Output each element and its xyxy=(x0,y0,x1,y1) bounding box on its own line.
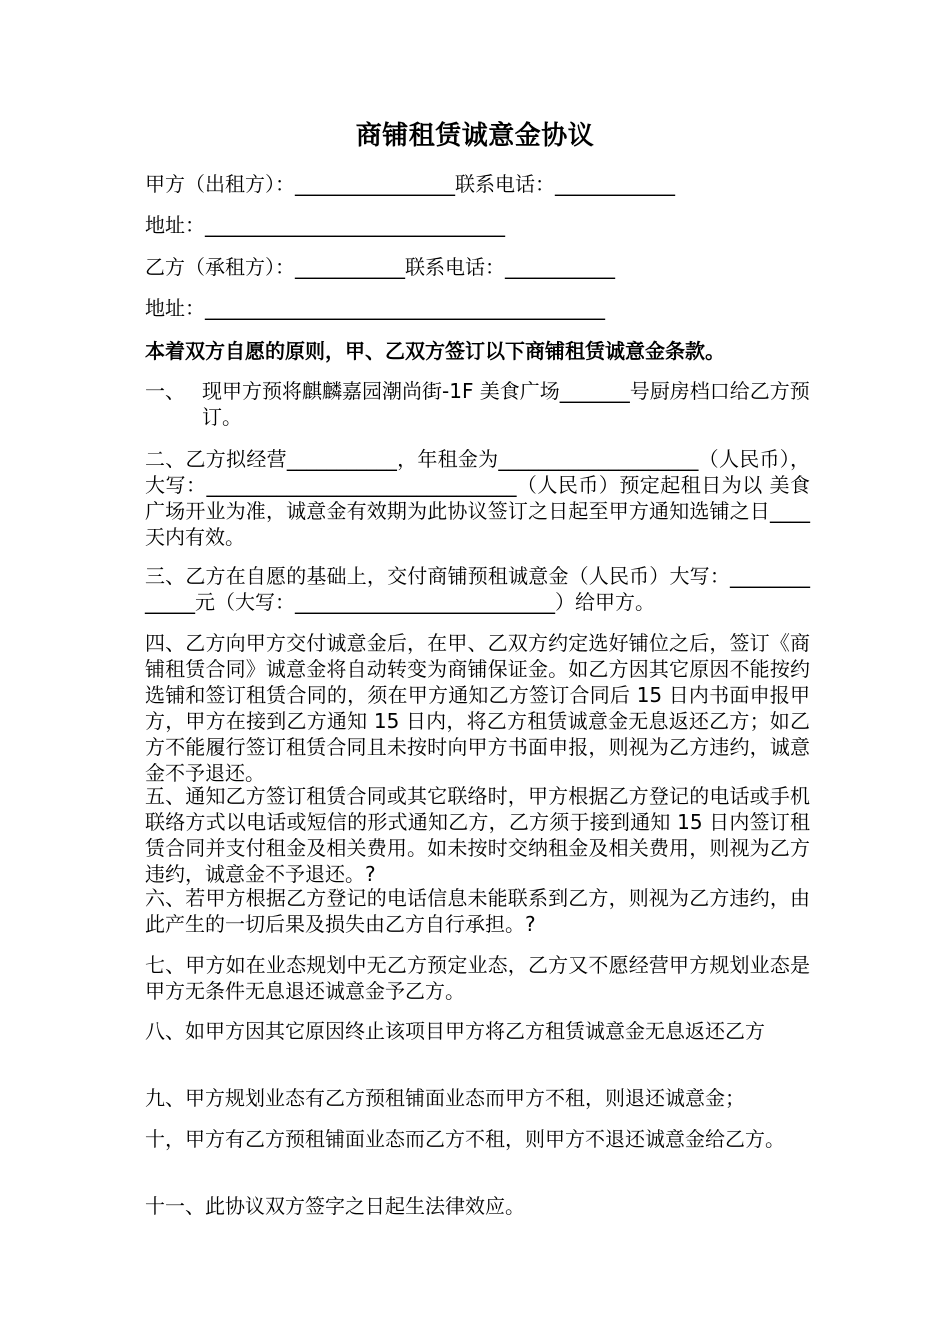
document-title: 商铺租赁诚意金协议 xyxy=(355,121,595,151)
clause-8: 八、如甲方因其它原因终止该项目甲方将乙方租赁诚意金无息返还乙方 xyxy=(145,1019,765,1043)
clause-3: 三、乙方在自愿的基础上，交付商铺预租诚意金（人民币）大写：_____________元（大写：__________________________）给甲方。 xyxy=(145,564,810,614)
clause-10: 十，甲方有乙方预租铺面业态而乙方不租，则甲方不退还诚意金给乙方。 xyxy=(145,1127,785,1151)
clause-1 xyxy=(145,378,810,430)
clause-2: 二、乙方拟经营___________，年租金为____________________（人民币），大写：_______________________________（人民币）预定起租日为以 美食广场开业为准，诚意金有效期为此协议签订之日起至甲方通知选铺之日____天内有效。 xyxy=(145,447,810,549)
clause-9: 九、甲方规划业态有乙方预租铺面业态而甲方不租，则退还诚意金； xyxy=(145,1086,745,1110)
clause-6: 六、若甲方根据乙方登记的电话信息未能联系到乙方，则视为乙方违约，由此产生的一切后果及损失由乙方自行承担。? xyxy=(145,886,810,936)
party-a-address: 地址：______________________________ xyxy=(145,213,505,237)
clause-11: 十一、此协议双方签字之日起生法律效应。 xyxy=(145,1194,525,1218)
preamble: 本着双方自愿的原则，甲、乙双方签订以下商铺租赁诚意金条款。 xyxy=(145,339,725,363)
clause-7: 七、甲方如在业态规划中无乙方预定业态，乙方又不愿经营甲方规划业态是甲方无条件无息退还诚意金予乙方。 xyxy=(145,953,810,1003)
party-a-line: 甲方（出租方）：________________联系电话：____________ xyxy=(145,172,675,196)
party-b-line: 乙方（承租方）：___________联系电话：___________ xyxy=(145,255,615,279)
clause-1-number: 一、 xyxy=(145,379,185,403)
clause-1-text: 现甲方预将麒麟嘉园潮尚街-1F 美食广场_______号厨房档口给乙方预订。 xyxy=(202,379,810,429)
clause-4: 四、乙方向甲方交付诚意金后，在甲、乙双方约定选好铺位之后，签订《商铺租赁合同》诚意金将自动转变为商铺保证金。如乙方因其它原因不能按约选铺和签订租赁合同的，须在甲方通知乙方签订合同后 15 日内书面申报甲方，甲方在接到乙方通知 15 日内，将乙方租赁诚意金无息返还乙方；如乙方不能履行签订租赁合同且未按时向甲方书面申报，则视为乙方违约，诚意金不予退还。 xyxy=(145,631,810,785)
clause-5: 五、通知乙方签订租赁合同或其它联络时，甲方根据乙方登记的电话或手机联络方式以电话或短信的形式通知乙方，乙方须于接到通知 15 日内签订租赁合同并支付租金及相关费用。如未按时交纳租金及相关费用，则视为乙方违约，诚意金不予退还。? xyxy=(145,784,810,886)
party-b-address: 地址：________________________________________ xyxy=(145,296,605,320)
